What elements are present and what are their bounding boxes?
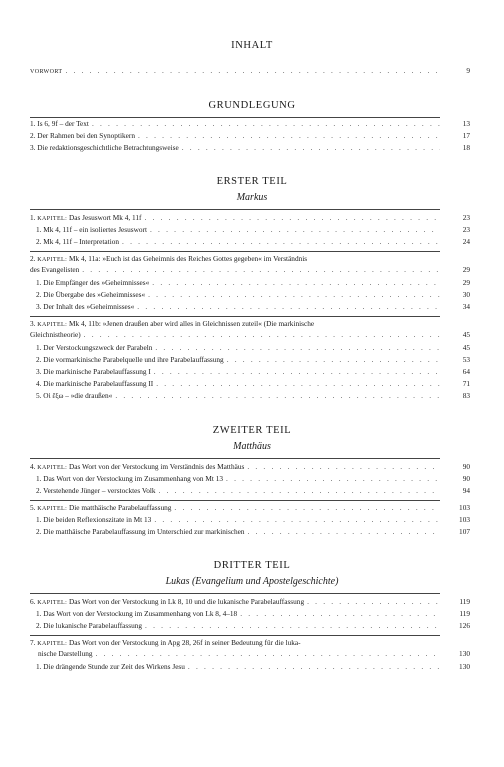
toc-entry: [36, 342, 470, 353]
chapter-title-cont: nische Darstellung: [38, 649, 93, 658]
entry-title: 2. Die Übergabe des »Geheimnisses«: [36, 290, 146, 299]
toc-chapter: 5. KAPITEL: Die matthäische Parabelauffassung . . . 103: [30, 502, 440, 513]
toc-chapter: 3. KAPITEL: Mk 4, 11b: »Jenen draußen aber wird alles in Gleichnissen zuteil« (Die markinische Gleichnistheorie) . . . 45: [30, 318, 440, 340]
subheading-teil-3: Lukas (Evangelium und Apostelgeschichte): [165, 576, 339, 587]
entry-page: 83: [462, 391, 470, 400]
entry-page: 71: [462, 379, 470, 388]
entry-title: 1. Die Empfänger des »Geheimnisses«: [36, 278, 150, 287]
heading-grundlegung: GRUNDLEGUNG: [208, 100, 296, 111]
toc-entry: [36, 354, 470, 365]
entry-page: 126: [459, 621, 470, 630]
entry-page: 119: [459, 597, 470, 606]
heading-teil-2: ZWEITER TEIL: [212, 425, 292, 436]
entry-title: 2. Die matthäische Parabelauffassung im Unterschied zur markinischen: [36, 527, 245, 536]
entry-page: 17: [462, 131, 470, 140]
entry-title: 1. Is 6, 9f – der Text: [30, 119, 89, 128]
divider: [30, 209, 440, 210]
divider: [30, 458, 440, 459]
entry-title: 4. Die markinische Parabelauffassung II: [36, 379, 154, 388]
toc-chapter: 2. KAPITEL: Mk 4, 11a: »Euch ist das Geheimnis des Reiches Gottes gegeben« im Verständnis des Evangelisten . . . 29: [30, 253, 440, 275]
chapter-title: Das Wort von der Verstockung in Apg 28, 26f in seiner Bedeutung für die luka-: [67, 638, 301, 647]
toc-chapter: 4. KAPITEL: Das Wort von der Verstockung im Verständnis des Matthäus . . . 90: [30, 461, 440, 472]
entry-title: 2. Verstehende Jünger – verstocktes Volk: [36, 486, 156, 495]
toc-entry: [36, 485, 470, 496]
entry-title: 1. Die drängende Stunde zur Zeit des Wirkens Jesu: [36, 662, 185, 671]
entry-title: 3. Die markinische Parabelauffassung I: [36, 367, 151, 376]
chapter-label: KAPITEL:: [37, 216, 68, 222]
entry-page: 30: [462, 290, 470, 299]
chapter-title: Das Wort von der Verstockung in Lk 8, 10 und die lukanische Parabelauffassung: [67, 597, 305, 606]
entry-page: 9: [466, 66, 470, 75]
chapter-label: KAPITEL:: [37, 465, 68, 471]
entry-title: 2. Mk 4, 11f – Interpretation: [36, 237, 120, 246]
entry-title: 1. Der Verstockungszweck der Parabeln: [36, 343, 153, 352]
chapter-title: Die matthäische Parabelauffassung: [67, 503, 172, 512]
entry-page: 45: [462, 330, 470, 339]
entry-page: 29: [462, 265, 470, 274]
chapter-label: KAPITEL:: [37, 257, 68, 263]
entry-page: 94: [462, 486, 470, 495]
entry-title: 1. Mk 4, 11f – ein isoliertes Jesuswort: [36, 225, 147, 234]
divider: [30, 635, 440, 636]
toc-entry: [36, 390, 470, 401]
entry-title: VORWORT: [30, 69, 63, 75]
entry-title: 2. Die lukanische Parabelauffassung: [36, 621, 143, 630]
entry-page: 103: [459, 503, 470, 512]
toc-entry: [30, 118, 470, 129]
chapter-label: KAPITEL:: [37, 600, 68, 606]
entry-title: 3. Der Inhalt des »Geheimnisses«: [36, 302, 135, 311]
entry-page: 23: [462, 225, 470, 234]
entry-page: 130: [459, 649, 470, 658]
chapter-label: KAPITEL:: [37, 322, 68, 328]
entry-page: 103: [459, 515, 470, 524]
entry-title: 2. Der Rahmen bei den Synoptikern: [30, 131, 135, 140]
chapter-title: Das Jesuswort Mk 4, 11f: [67, 213, 142, 222]
entry-title: 1. Die beiden Reflexionszitate in Mt 13: [36, 515, 152, 524]
entry-title: 3. Die redaktionsgeschichtliche Betrachtungsweise: [30, 143, 179, 152]
toc-entry: [36, 473, 470, 484]
heading-teil-3: DRITTER TEIL: [213, 560, 291, 571]
toc-entry-vorwort: [30, 65, 470, 76]
entry-title: 5. Οἱ ἔξω – »die draußen«: [36, 391, 113, 400]
chapter-title-cont: des Evangelisten: [30, 265, 80, 274]
chapter-title-cont: Gleichnistheorie): [30, 330, 81, 339]
entry-title: 1. Das Wort von der Verstockung im Zusammenhang von Mt 13: [36, 474, 224, 483]
entry-page: 107: [459, 527, 470, 536]
toc-entry: [36, 277, 470, 288]
entry-page: 90: [462, 462, 470, 471]
divider: [30, 500, 440, 501]
toc-entry: [30, 142, 470, 153]
entry-page: 130: [459, 662, 470, 671]
heading-teil-1: ERSTER TEIL: [216, 176, 288, 187]
divider: [30, 316, 440, 317]
subheading-teil-2: Matthäus: [233, 441, 271, 452]
entry-page: 29: [462, 278, 470, 287]
chapter-title: Mk 4, 11a: »Euch ist das Geheimnis des Reiches Gottes gegeben« im Verständnis: [67, 254, 308, 263]
entry-page: 45: [462, 343, 470, 352]
toc-entry: [36, 301, 470, 312]
entry-page: 119: [459, 609, 470, 618]
divider: [30, 251, 440, 252]
toc-chapter: 1. KAPITEL: Das Jesuswort Mk 4, 11f . . . 23: [30, 212, 440, 223]
toc-entry: [36, 378, 470, 389]
chapter-label: KAPITEL:: [37, 506, 68, 512]
entry-page: 64: [462, 367, 470, 376]
toc-entry: [36, 620, 470, 631]
chapter-title: Mk 4, 11b: »Jenen draußen aber wird alles in Gleichnissen zuteil« (Die markinische: [67, 319, 315, 328]
toc-entry: [36, 289, 470, 300]
subheading-teil-1: Markus: [236, 192, 268, 203]
entry-page: 34: [462, 302, 470, 311]
chapter-label: KAPITEL:: [37, 641, 68, 647]
entry-page: 24: [462, 237, 470, 246]
entry-page: 18: [462, 143, 470, 152]
toc-entry: [36, 224, 470, 235]
entry-title: 2. Die vormarkinische Parabelquelle und ihre Parabelauffassung: [36, 355, 224, 364]
entry-page: 90: [462, 474, 470, 483]
entry-page: 23: [462, 213, 470, 222]
toc-entry: [36, 236, 470, 247]
chapter-title: Das Wort von der Verstockung im Verständnis des Matthäus: [67, 462, 245, 471]
toc-entry: [36, 661, 470, 672]
toc-entry: [36, 526, 470, 537]
entry-title: 1. Das Wort von der Verstockung im Zusammenhang von Lk 8, 4–18: [36, 609, 238, 618]
toc-chapter: 7. KAPITEL: Das Wort von der Verstockung in Apg 28, 26f in seiner Bedeutung für die luka- nische Darstellung . . . 130: [30, 637, 440, 659]
entry-page: 13: [462, 119, 470, 128]
toc-entry: [36, 366, 470, 377]
entry-page: 53: [462, 355, 470, 364]
toc-entry: [36, 608, 470, 619]
heading-inhalt: INHALT: [231, 40, 273, 51]
toc-chapter: 6. KAPITEL: Das Wort von der Verstockung in Lk 8, 10 und die lukanische Parabelauffassung . . . 119: [30, 596, 440, 607]
divider: [30, 593, 440, 594]
toc-entry: [36, 514, 470, 525]
toc-entry: [30, 130, 470, 141]
